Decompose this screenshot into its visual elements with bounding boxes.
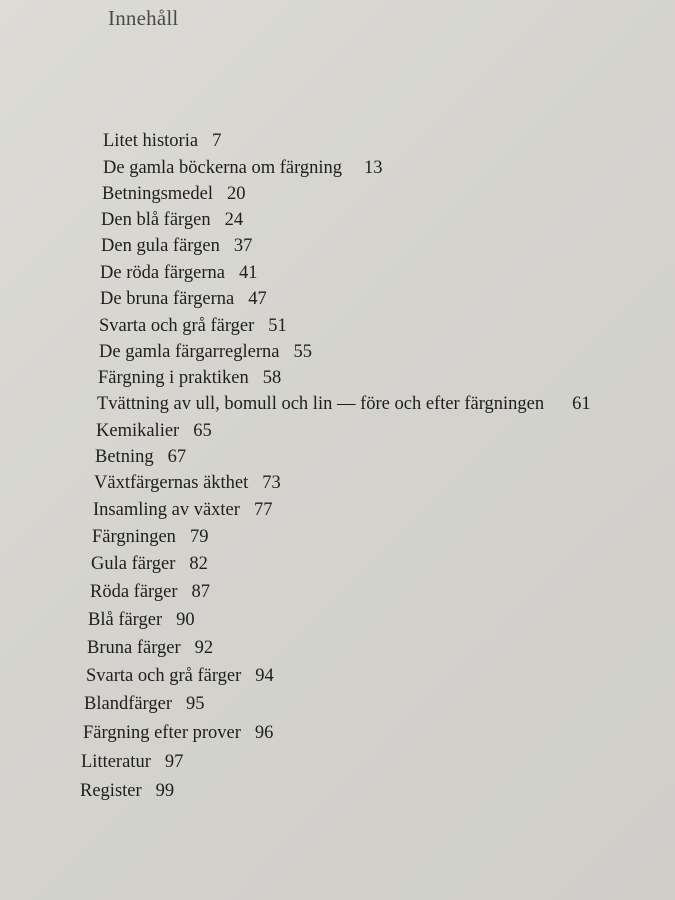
toc-entry-page: 67	[167, 447, 187, 467]
toc-entry-title: Register	[80, 781, 142, 801]
toc-entry-page: 95	[186, 694, 205, 714]
toc-entry-title: Den gula färgen	[101, 236, 220, 256]
toc-entry-page: 73	[262, 473, 281, 493]
toc-entry-title: Betningsmedel	[102, 184, 213, 204]
toc-entry-title: Färgning efter prover	[83, 723, 241, 743]
toc-entry	[101, 235, 252, 257]
toc-entry-page: 20	[226, 184, 246, 204]
toc-entry-page: 58	[262, 368, 282, 388]
toc-entry-title: Växtfärgernas äkthet	[94, 473, 249, 493]
toc-entry	[84, 693, 205, 715]
toc-entry	[100, 262, 257, 284]
toc-entry-page: 13	[364, 158, 383, 178]
toc-entry	[96, 420, 212, 442]
toc-entry	[87, 637, 213, 659]
toc-entry	[83, 722, 273, 744]
toc-entry-page: 55	[293, 342, 312, 362]
toc-entry-page: 82	[189, 554, 208, 574]
toc-entry	[101, 209, 243, 231]
toc-entry-title: Röda färger	[90, 582, 178, 602]
toc-entry-page: 77	[253, 500, 273, 520]
toc-entry-title: De röda färgerna	[100, 263, 225, 283]
toc-entry-title: Svarta och grå färger	[99, 316, 255, 336]
toc-entry-page: 87	[191, 582, 210, 602]
toc-entry-page: 97	[164, 752, 184, 772]
toc-entry	[81, 751, 183, 773]
toc-entry-page: 90	[176, 610, 195, 630]
toc-entry-page: 79	[189, 527, 209, 547]
toc-entry-page: 24	[224, 210, 244, 230]
toc-entry-title: Färgning i praktiken	[98, 368, 249, 388]
toc-entry-title: Den blå färgen	[101, 210, 211, 230]
toc-entry-title: Litteratur	[81, 752, 151, 772]
toc-entry-page: 37	[233, 236, 253, 256]
toc-entry-page: 41	[238, 263, 258, 283]
toc-entry	[90, 581, 210, 603]
toc-entry	[100, 288, 267, 310]
toc-entry-title: Blandfärger	[84, 694, 173, 714]
toc-entry	[98, 367, 281, 389]
toc-entry	[99, 341, 312, 363]
toc-entry-title: De gamla färgarreglerna	[99, 342, 280, 362]
toc-entry	[99, 315, 287, 337]
toc-entry-page: 7	[212, 131, 222, 151]
toc-entry-title: Svarta och grå färger	[86, 666, 242, 686]
toc-entry	[94, 472, 281, 494]
toc-entry-title: Litet historia	[103, 131, 199, 151]
toc-entry	[93, 499, 272, 521]
toc-entry-title: Blå färger	[88, 610, 163, 630]
toc-entry-title: Färgningen	[92, 527, 176, 547]
toc-entry-title: Bruna färger	[87, 638, 181, 658]
toc-entry	[95, 446, 186, 468]
toc-entry-page: 65	[193, 421, 212, 441]
toc-entry-page: 94	[255, 666, 274, 686]
toc-entry	[91, 553, 208, 575]
toc-entry-title: De bruna färgerna	[100, 289, 235, 309]
toc-entry-title: De gamla böckerna om färgning	[103, 158, 343, 178]
page-title: Innehåll	[108, 6, 179, 30]
toc-entry	[86, 665, 274, 687]
toc-entry-title: Betning	[95, 447, 154, 467]
toc-entry	[102, 183, 245, 205]
toc-entry	[80, 780, 174, 802]
toc-entry	[88, 609, 195, 631]
toc-entry-title: Kemikalier	[96, 421, 180, 441]
toc-entry-page: 51	[268, 316, 287, 336]
toc-entry-page: 96	[254, 723, 274, 743]
toc-entry	[103, 157, 383, 179]
toc-entry-title: Tvättning av ull, bomull och lin — före och efter färgningen	[97, 394, 545, 414]
toc-entry-page: 99	[155, 781, 175, 801]
toc-entry	[97, 393, 591, 415]
toc-entry-title: Insamling av växter	[93, 500, 240, 520]
toc-entry	[103, 130, 221, 152]
toc-entry-page: 92	[194, 638, 214, 658]
toc-entry-page: 61	[572, 394, 591, 414]
toc-entry-page: 47	[248, 289, 267, 309]
toc-entry-title: Gula färger	[91, 554, 176, 574]
toc-entry	[92, 526, 208, 548]
